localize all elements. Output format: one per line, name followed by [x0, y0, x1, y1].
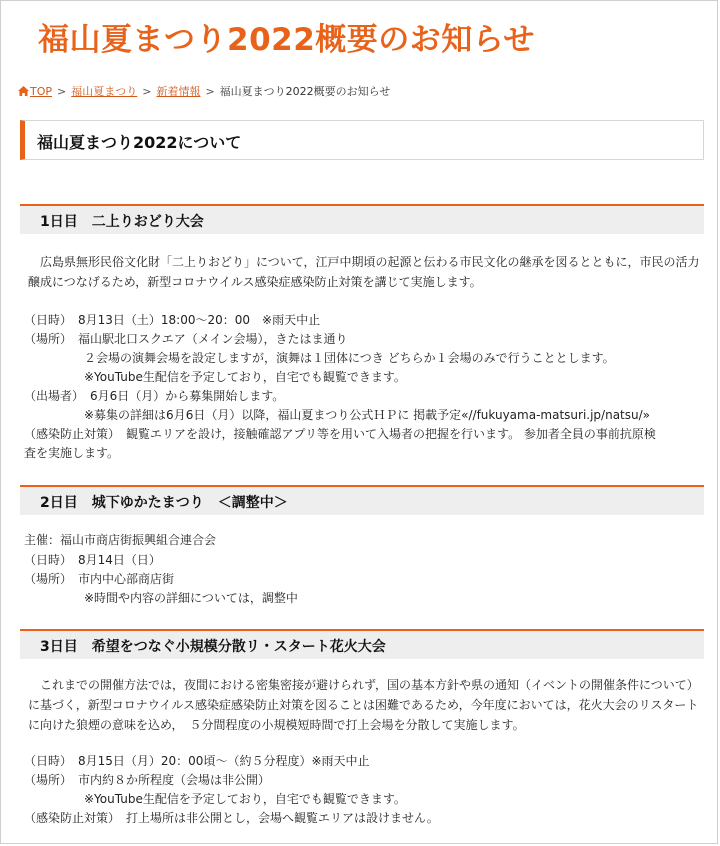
day1-line: （出場者） 6月6日（月）から募集開始します。	[24, 389, 285, 403]
day3-line: ※YouTube生配信を予定しており，自宅でも観覧できます。	[24, 792, 406, 806]
day3-intro: これまでの開催方法では，夜間における密集密接が避けられず，国の基本方針や県の通知（イベントの開催条件について）に基づく，新型コロナウイルス感染症感染防止対策を図ることは困難であるため，今年度においては，花火大会のリスタートに向けた狼煙の意味を込め， ５分間程度の小規模短時間で打上会場を分散して実施します。	[28, 678, 699, 732]
page-title: 福山夏まつり2022概要のお知らせ	[38, 22, 535, 58]
day1-heading-bar	[20, 204, 704, 234]
breadcrumb-news-link[interactable]: 新着情報	[156, 85, 201, 98]
day2-line: 主催：福山市商店街振興組合連合会	[24, 533, 217, 547]
day2-line: ※時間や内容の詳細については，調整中	[24, 591, 298, 605]
home-icon	[18, 86, 29, 96]
day1-line: 査を実施します。	[24, 446, 120, 460]
breadcrumb-separator: >	[205, 85, 215, 98]
day2-line: （日時） 8月14日（日）	[24, 553, 161, 567]
day2-heading: 2日目 城下ゆかたまつり ＜調整中＞	[40, 495, 288, 511]
day1-line: （感染防止対策） 観覧エリアを設け，接触確認アプリ等を用いて入場者の把握を行います。 参加者全員の事前抗原検	[24, 427, 656, 441]
breadcrumb-separator: >	[142, 85, 152, 98]
breadcrumb-current: 福山夏まつり2022概要のお知らせ	[219, 85, 391, 98]
section-title: 福山夏まつり2022について	[37, 133, 242, 152]
breadcrumb	[18, 83, 390, 99]
day3-line: （感染防止対策） 打上場所は非公開とし，会場へ観覧エリアは設けません。	[24, 811, 439, 825]
day1-heading: 1日目 二上りおどり大会	[40, 214, 204, 230]
day3-line: （日時） 8月15日（月）20：00頃～（約５分程度）※雨天中止	[24, 754, 370, 768]
breadcrumb-top-link[interactable]: TOP	[30, 85, 53, 98]
day1-line: （日時） 8月13日（土）18:00～20：00 ※雨天中止	[24, 313, 321, 327]
day1-line: （場所） 福山駅北口スクエア（メイン会場），きたはま通り	[24, 332, 348, 346]
day1-line: ※募集の詳細は6月6日（月）以降，福山夏まつり公式ＨＰに 掲載予定«//fukuyama-matsuri.jp/natsu/»	[24, 408, 651, 422]
breadcrumb-separator: >	[57, 85, 67, 98]
breadcrumb-natsumatsuri-link[interactable]: 福山夏まつり	[71, 85, 138, 98]
day3-heading: 3日目 希望をつなぐ小規模分散リ・スタート花火大会	[40, 639, 386, 655]
section-title-box	[20, 120, 704, 160]
day1-line: ※YouTube生配信を予定しており，自宅でも観覧できます。	[24, 370, 406, 384]
day2-line: （場所） 市内中心部商店街	[24, 572, 175, 586]
day2-heading-bar	[20, 485, 704, 515]
day3-line: （場所） 市内約８か所程度（会場は非公開）	[24, 773, 271, 787]
day3-heading-bar	[20, 629, 704, 659]
day1-intro: 広島県無形民俗文化財「二上りおどり」について，江戸中期頃の起源と伝わる市民文化の継承を図るとともに，市民の活力醸成につなげるため，新型コロナウイルス感染症感染防止対策を講じて実施します。	[28, 255, 700, 289]
day1-line: ２会場の演舞会場を設定しますが，演舞は１団体につき どちらか１会場のみで行うこととします。	[24, 351, 615, 365]
